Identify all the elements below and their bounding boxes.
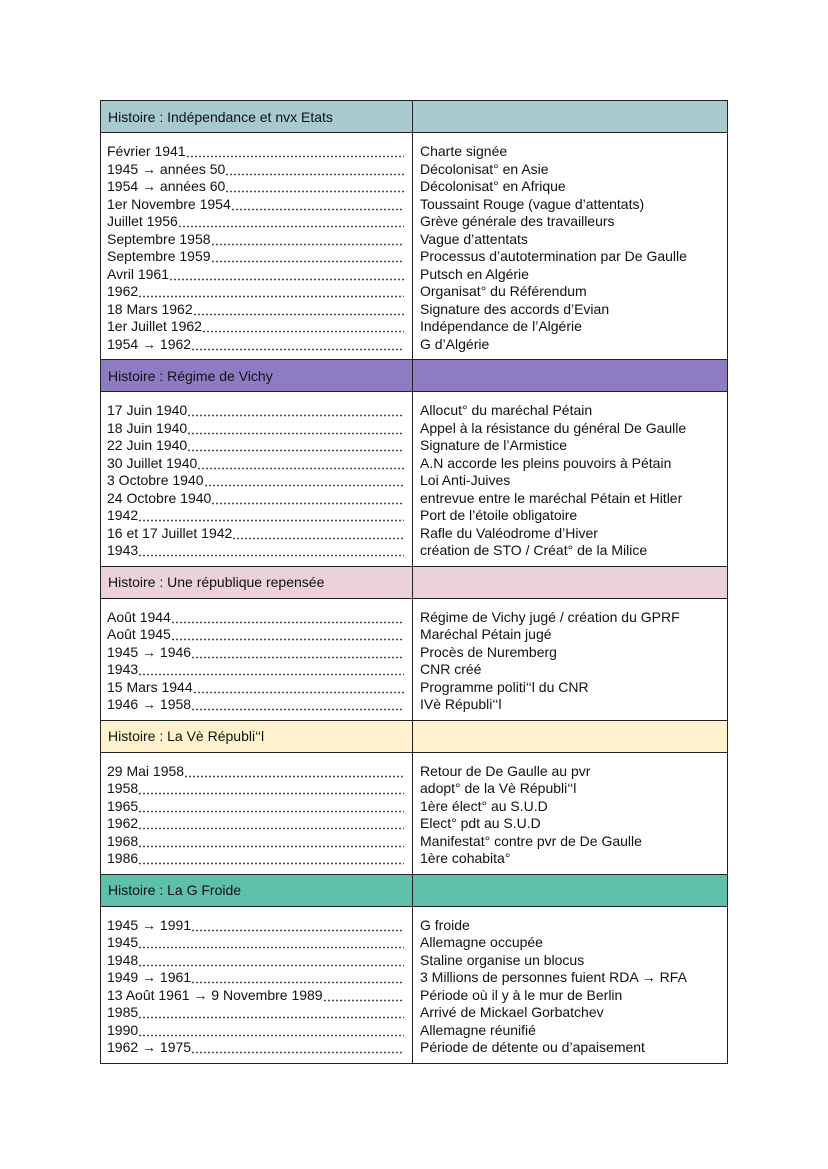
- events-column: [413, 392, 728, 567]
- section-body: [101, 906, 728, 1063]
- date: 1943: [107, 661, 139, 677]
- dot-leader: [191, 336, 404, 354]
- date: 1954 → années 60: [107, 178, 226, 194]
- date: 1945 → années 50: [107, 160, 226, 177]
- date-line: [101, 696, 412, 714]
- dot-leader: [169, 266, 404, 284]
- dot-leader: [193, 301, 404, 319]
- date-line: [101, 472, 412, 490]
- date-line: [101, 780, 412, 798]
- event: Régime de Vichy jugé / création du GPRF: [420, 608, 680, 625]
- date-line: [101, 437, 412, 455]
- event: Décolonisat° en Asie: [420, 160, 549, 177]
- events-column: [413, 598, 728, 720]
- date-line: [101, 266, 412, 284]
- date: Août 1944: [107, 608, 171, 625]
- dot-leader: [138, 1022, 404, 1040]
- date: 24 Octobre 1940: [107, 489, 212, 506]
- date-line: [101, 336, 412, 354]
- section-header-empty-cell: [413, 101, 728, 133]
- event: Charte signée: [420, 143, 508, 159]
- date: 1945: [107, 934, 139, 950]
- events-column: [413, 752, 728, 874]
- dot-leader: [138, 661, 404, 679]
- date: 17 Juin 1940: [107, 402, 188, 418]
- date-line: [101, 644, 412, 662]
- date: 22 Juin 1940: [107, 437, 188, 453]
- date-line: [101, 626, 412, 644]
- event: IVè Républi‘‘l: [420, 696, 502, 712]
- dates-column: [101, 598, 413, 720]
- section-title: Histoire : La G Froide: [108, 882, 242, 898]
- section-header-empty-cell: [413, 360, 728, 392]
- date: Août 1945: [107, 626, 171, 642]
- event: Allemagne réunifié: [420, 1021, 536, 1038]
- event: Retour de De Gaulle au pvr: [420, 762, 591, 779]
- event: Allocut° du maréchal Pétain: [420, 402, 593, 418]
- event: Manifestat° contre pvr de De Gaulle: [420, 832, 642, 849]
- date: Septembre 1959: [107, 248, 211, 264]
- date-line: [101, 231, 412, 249]
- date-line: [101, 763, 412, 781]
- date: 1945 → 1991: [107, 916, 192, 933]
- dot-leader: [138, 952, 404, 970]
- event: Arrivé de Mickael Gorbatchev: [420, 1004, 604, 1020]
- event: 1ère cohabita°: [420, 850, 511, 866]
- dot-leader: [323, 987, 404, 1005]
- date-line: [101, 833, 412, 851]
- event: G froide: [420, 916, 470, 933]
- date: Septembre 1958: [107, 230, 211, 247]
- event: Staline organise un blocus: [420, 951, 585, 968]
- dot-leader: [138, 850, 404, 868]
- date: 1948: [107, 951, 139, 968]
- event: Elect° pdt au S.U.D: [420, 815, 541, 831]
- events-column: [413, 133, 728, 360]
- date-line: [101, 318, 412, 336]
- date-line: [101, 815, 412, 833]
- section-title: Histoire : Régime de Vichy: [108, 367, 273, 384]
- date: 1954 → 1962: [107, 335, 192, 352]
- date: Juillet 1956: [107, 213, 178, 229]
- dot-leader: [204, 472, 404, 490]
- event: 1ère élect° au S.U.D: [420, 797, 548, 814]
- date-line: [101, 420, 412, 438]
- date: 1er Novembre 1954: [107, 195, 231, 212]
- date: Avril 1961: [107, 265, 170, 282]
- date-line: [101, 1039, 412, 1057]
- event: Période où il y à le mur de Berlin: [420, 986, 623, 1003]
- date-line: [101, 455, 412, 473]
- dot-leader: [211, 231, 404, 249]
- date: 18 Mars 1962: [107, 300, 193, 317]
- dot-leader: [138, 1004, 404, 1022]
- dot-leader: [232, 525, 404, 543]
- date: 15 Mars 1944: [107, 678, 193, 695]
- dot-leader: [138, 934, 404, 952]
- dot-leader: [138, 798, 404, 816]
- dot-leader: [191, 917, 404, 935]
- event: Appel à la résistance du général De Gaulle: [420, 419, 687, 436]
- section-body: [101, 392, 728, 567]
- event: G d’Algérie: [420, 335, 490, 352]
- date: 1958: [107, 780, 139, 796]
- dot-leader: [187, 437, 404, 455]
- event: Toussaint Rouge (vague d’attentats): [420, 195, 645, 212]
- date-line: [101, 798, 412, 816]
- date-line: [101, 952, 412, 970]
- section-header: [101, 874, 728, 906]
- dot-leader: [187, 420, 404, 438]
- date-line: [101, 490, 412, 508]
- event: Processus d’autotermination par De Gaulle: [420, 248, 687, 264]
- dot-leader: [138, 815, 404, 833]
- date: 30 Juillet 1940: [107, 454, 198, 471]
- event: Procès de Nuremberg: [420, 643, 557, 660]
- date: 18 Juin 1940: [107, 419, 188, 436]
- date-line: [101, 987, 412, 1005]
- section-header: [101, 720, 728, 752]
- date-line: [101, 917, 412, 935]
- date-line: [101, 850, 412, 868]
- date-line: [101, 934, 412, 952]
- dot-leader: [202, 318, 404, 336]
- dot-leader: [191, 696, 404, 714]
- date-line: [101, 402, 412, 420]
- section-title: Histoire : Indépendance et nvx Etats: [108, 108, 333, 125]
- dot-leader: [138, 542, 404, 560]
- dot-leader: [171, 609, 404, 627]
- dot-leader: [138, 833, 404, 851]
- date: 1962: [107, 815, 139, 831]
- event: Allemagne occupée: [420, 934, 543, 950]
- date: 16 et 17 Juillet 1942: [107, 524, 233, 541]
- dot-leader: [191, 969, 404, 987]
- section-header: [101, 566, 728, 598]
- dot-leader: [193, 679, 404, 697]
- section-body: [101, 133, 728, 360]
- date-line: [101, 525, 412, 543]
- dot-leader: [186, 143, 404, 161]
- section-body: [101, 752, 728, 874]
- event: Programme politi‘‘l du CNR: [420, 678, 589, 695]
- date-line: [101, 301, 412, 319]
- date: 1986: [107, 850, 139, 866]
- event: 3 Millions de personnes fuient RDA → RFA: [420, 969, 687, 985]
- event: Vague d’attentats: [420, 230, 528, 247]
- section-title-cell: [101, 874, 413, 906]
- date: 1962 → 1975: [107, 1039, 192, 1055]
- event: Maréchal Pétain jugé: [420, 626, 552, 642]
- history-timeline-table: [100, 100, 728, 1064]
- dot-leader: [231, 196, 404, 214]
- section-title: Histoire : Une république repensée: [108, 574, 325, 590]
- date: 1946 → 1958: [107, 696, 192, 712]
- date: 1949 → 1961: [107, 969, 192, 985]
- dot-leader: [138, 283, 404, 301]
- date-line: [101, 196, 412, 214]
- event: Putsch en Algérie: [420, 265, 529, 282]
- section-title-cell: [101, 720, 413, 752]
- event: Décolonisat° en Afrique: [420, 178, 566, 194]
- dot-leader: [138, 780, 404, 798]
- date: Février 1941: [107, 143, 186, 159]
- event: Port de l’étoile obligatoire: [420, 507, 578, 523]
- dates-column: [101, 392, 413, 567]
- date: 1985: [107, 1004, 139, 1020]
- event: Signature de l’Armistice: [420, 437, 568, 453]
- date: 1er Juillet 1962: [107, 318, 202, 334]
- date: 3 Octobre 1940: [107, 472, 204, 488]
- date: 1945 → 1946: [107, 643, 192, 660]
- date: 29 Mai 1958: [107, 762, 185, 779]
- date: 1942: [107, 507, 139, 523]
- dates-column: [101, 906, 413, 1063]
- dot-leader: [191, 644, 404, 662]
- dot-leader: [225, 161, 404, 179]
- date-line: [101, 1004, 412, 1022]
- dot-leader: [187, 402, 404, 420]
- date-line: [101, 661, 412, 679]
- date: 1965: [107, 797, 139, 814]
- section-header-empty-cell: [413, 566, 728, 598]
- section-title-cell: [101, 101, 413, 133]
- event: Loi Anti-Juives: [420, 472, 511, 488]
- date-line: [101, 679, 412, 697]
- section-header: [101, 101, 728, 133]
- event: Signature des accords d’Evian: [420, 300, 610, 317]
- event: entrevue entre le maréchal Pétain et Hitler: [420, 489, 683, 506]
- dot-leader: [211, 248, 404, 266]
- date-line: [101, 161, 412, 179]
- date-line: [101, 213, 412, 231]
- date-line: [101, 178, 412, 196]
- date-line: [101, 143, 412, 161]
- dot-leader: [225, 178, 404, 196]
- section-title-cell: [101, 360, 413, 392]
- section-title-cell: [101, 566, 413, 598]
- dot-leader: [211, 490, 404, 508]
- dot-leader: [171, 626, 404, 644]
- date: 1943: [107, 542, 139, 558]
- dot-leader: [197, 455, 404, 473]
- date-line: [101, 969, 412, 987]
- dot-leader: [138, 507, 404, 525]
- date: 1968: [107, 832, 139, 849]
- date: 1990: [107, 1021, 139, 1038]
- date-line: [101, 248, 412, 266]
- date-line: [101, 609, 412, 627]
- date-line: [101, 507, 412, 525]
- section-body: [101, 598, 728, 720]
- dates-column: [101, 752, 413, 874]
- section-title: Histoire : La Vè Républi‘‘l: [108, 728, 265, 744]
- section-header-empty-cell: [413, 720, 728, 752]
- event: Organisat° du Référendum: [420, 283, 587, 299]
- event: Indépendance de l’Algérie: [420, 318, 582, 334]
- dates-column: [101, 133, 413, 360]
- event: Grève générale des travailleurs: [420, 213, 615, 229]
- event: adopt° de la Vè Républi‘‘l: [420, 780, 577, 796]
- event: création de STO / Créat° de la Milice: [420, 542, 648, 558]
- event: A.N accorde les pleins pouvoirs à Pétain: [420, 454, 672, 471]
- event: Période de détente ou d’apaisement: [420, 1039, 645, 1055]
- event: CNR créé: [420, 661, 482, 677]
- date-line: [101, 542, 412, 560]
- dot-leader: [191, 1039, 404, 1057]
- dot-leader: [178, 213, 404, 231]
- section-header: [101, 360, 728, 392]
- date-line: [101, 1022, 412, 1040]
- date-line: [101, 283, 412, 301]
- date: 13 Août 1961 → 9 Novembre 1989: [107, 986, 323, 1003]
- date: 1962: [107, 283, 139, 299]
- section-header-empty-cell: [413, 874, 728, 906]
- events-column: [413, 906, 728, 1063]
- event: Rafle du Valéodrome d’Hiver: [420, 524, 598, 541]
- dot-leader: [184, 763, 404, 781]
